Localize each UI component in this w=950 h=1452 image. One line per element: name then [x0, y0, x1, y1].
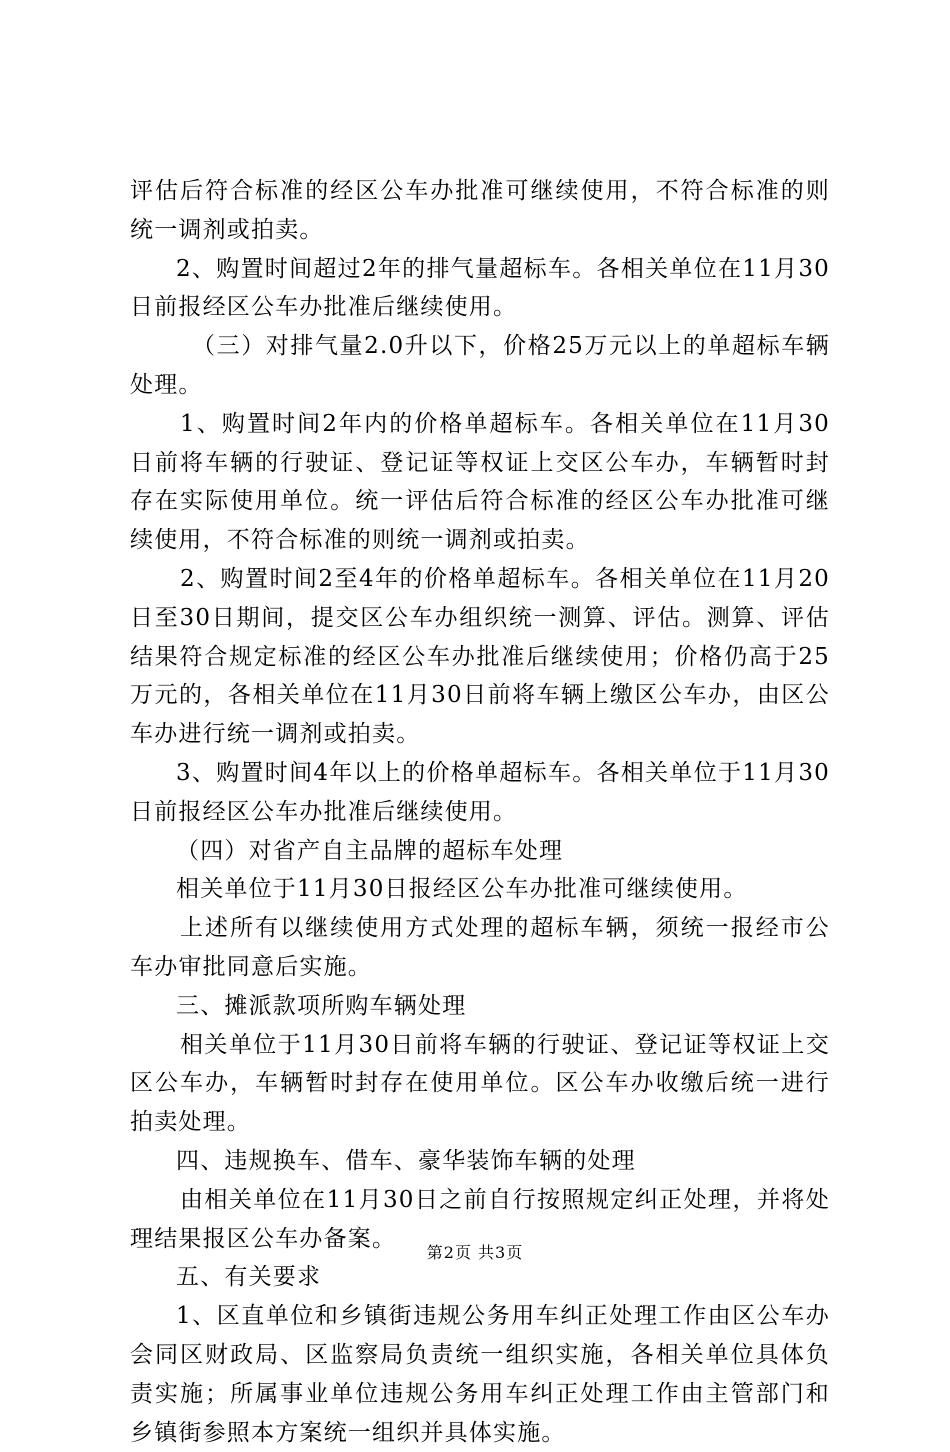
section-heading-4: （四）对省产自主品牌的超标车处理 — [176, 837, 564, 864]
heading-section-three: 三、摊派款项所购车辆处理 — [176, 992, 467, 1019]
paragraph-item-2-price: 2、购置时间2至4年的价格单超标车。各相关单位在11月20日至30日期间，提交区公车办组织统一测算、评估。测算、评估结果符合规定标准的经区公车办批准后继续使用；价格仍高于25万元的，各相关单位在11月30日前将车辆上缴区公车办，由区公车办进行统一调剂或拍卖。 — [130, 565, 830, 748]
paragraph-item-1-price: 1、购置时间2年内的价格单超标车。各相关单位在11月30日前将车辆的行驶证、登记证等权证上交区公车办，车辆暂时封存在实际使用单位。统一评估后符合标准的经区公车办批准可继续使用，不符合标准的则统一调剂或拍卖。 — [130, 410, 830, 554]
paragraph-requirement-1: 1、区直单位和乡镇街违规公务用车纠正处理工作由区公车办会同区财政局、区监察局负责统一组织实施，各相关单位具体负责实施；所属事业单位违规公务用车纠正处理工作由主管部门和乡镇街参照本方案统一组织并具体实施。 — [130, 1303, 830, 1446]
paragraph-continued-use: 上述所有以继续使用方式处理的超标车辆，须统一报经市公车办审批同意后实施。 — [130, 915, 830, 980]
paragraph-violation-correction: 由相关单位在11月30日之前自行按照规定纠正处理，并将处理结果报区公车办备案。 — [130, 1186, 830, 1252]
paragraph-item-3-price: 3、购置时间4年以上的价格单超标车。各相关单位于11月30日前报经区公车办批准后继续使用。 — [130, 759, 830, 825]
page-number-footer: 第2页 共3页 — [426, 1243, 524, 1262]
paragraph-domestic-brand: 相关单位于11月30日报经区公车办批准可继续使用。 — [176, 876, 748, 903]
heading-section-four: 四、违规换车、借车、豪华装饰车辆的处理 — [176, 1147, 636, 1174]
section-heading-3: （三）对排气量2.0升以下，价格25万元以上的单超标车辆处理。 — [130, 333, 830, 398]
heading-section-five: 五、有关要求 — [176, 1264, 322, 1291]
paragraph-item-2-emission: 2、购置时间超过2年的排气量超标车。各相关单位在11月30日前报经区公车办批准后继续使用。 — [130, 255, 830, 321]
paragraph-apportioned-vehicles: 相关单位于11月30日前将车辆的行驶证、登记证等权证上交区公车办，车辆暂时封存在使用单位。区公车办收缴后统一进行拍卖处理。 — [130, 1031, 830, 1136]
paragraph-continuation: 评估后符合标准的经区公车办批准可继续使用，不符合标准的则统一调剂或拍卖。 — [130, 178, 830, 243]
